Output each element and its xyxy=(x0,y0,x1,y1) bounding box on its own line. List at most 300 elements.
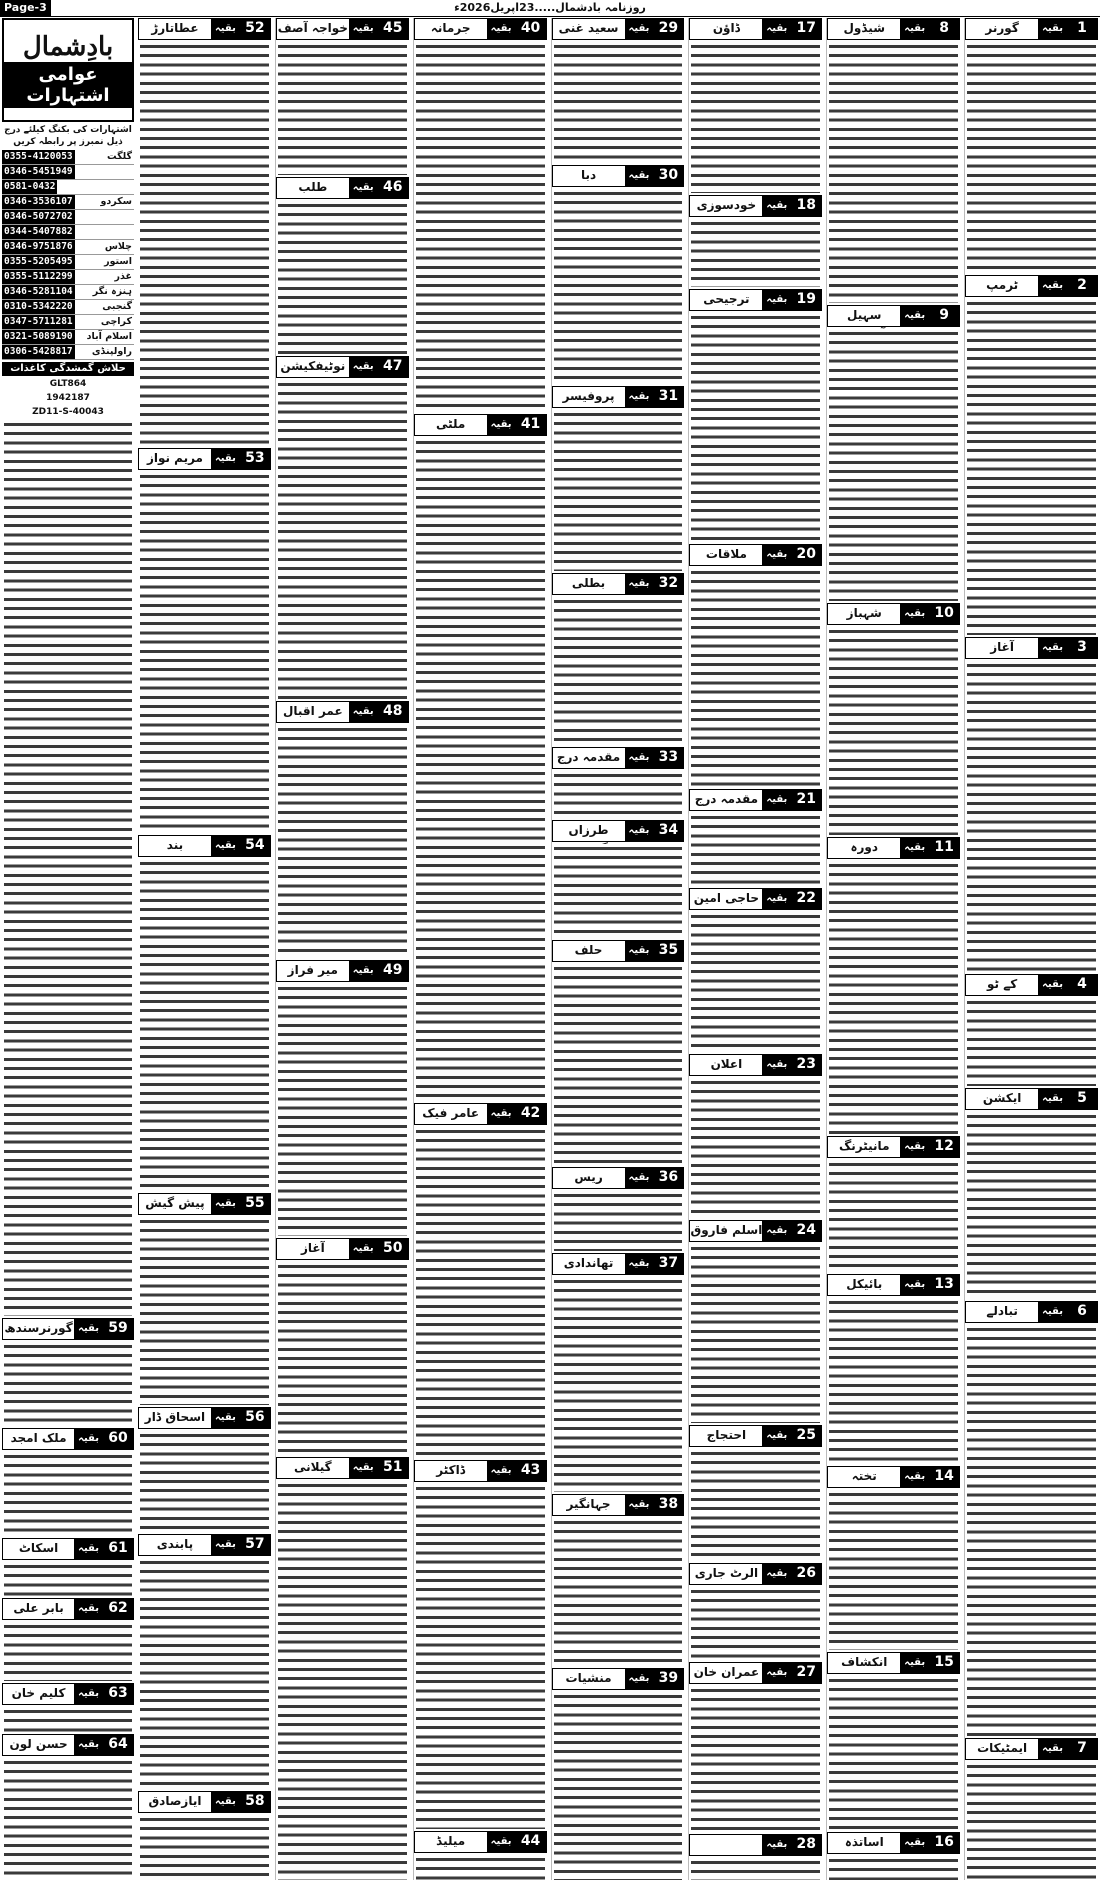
continuation-title: پروفیسر xyxy=(562,388,615,403)
continuation-tag: بقیہ xyxy=(900,1275,929,1295)
continuation-title: احتجاج xyxy=(706,1428,747,1443)
continuation-text xyxy=(554,1692,683,1880)
continuation-title: تختہ xyxy=(851,1469,877,1484)
continuation-text xyxy=(967,661,1096,972)
continuation-title: بند xyxy=(166,838,184,853)
continuation-number: 53 xyxy=(240,449,270,469)
continuation-title: آغاز xyxy=(990,639,1014,654)
continuation-header xyxy=(689,1563,822,1585)
continuation-text xyxy=(691,1078,820,1218)
phone-number: 0346-5072702 xyxy=(4,211,73,222)
continuation-text xyxy=(691,912,820,1052)
continuation-text xyxy=(4,1707,132,1732)
continuation-text xyxy=(416,1127,545,1459)
continuation-title: بائیکل xyxy=(846,1277,883,1292)
phone-row xyxy=(2,210,134,225)
phone-city xyxy=(132,180,134,194)
continuation-tag: بقیہ xyxy=(74,1599,103,1619)
page-header xyxy=(0,0,1100,17)
continuation-text xyxy=(691,568,820,787)
continuation-text xyxy=(691,1587,820,1660)
continuation-title: ملاقات xyxy=(705,547,747,562)
continuation-number: 31 xyxy=(653,387,683,407)
continuation-title: ملک امجد xyxy=(10,1431,67,1445)
continuation-header xyxy=(2,1734,134,1756)
continuation-text xyxy=(278,42,407,175)
continuation-number: 36 xyxy=(653,1168,683,1188)
continuation-text xyxy=(554,597,683,745)
continuation-title: ملٹی xyxy=(435,416,466,431)
phone-row xyxy=(2,165,134,180)
continuation-text xyxy=(416,42,545,412)
continuation-header xyxy=(414,414,547,436)
continuation-tag: بقیہ xyxy=(625,1168,654,1188)
continuation-text xyxy=(691,219,820,286)
phone-row xyxy=(2,315,134,330)
continuation-number: 62 xyxy=(103,1599,133,1619)
phone-number: 0355-5205495 xyxy=(4,256,73,267)
continuation-header xyxy=(138,1791,271,1813)
continuation-text xyxy=(691,813,820,886)
continuation-title: ایمٹیکات xyxy=(977,1740,1028,1755)
continuation-title: حاجی امین xyxy=(693,890,760,905)
continuation-number: 22 xyxy=(791,889,821,909)
continuation-number: 9 xyxy=(929,306,959,326)
phone-city: ہنزہ نگر xyxy=(92,286,132,297)
continuation-text xyxy=(278,725,407,958)
continuation-tag: بقیہ xyxy=(625,1254,654,1274)
continuation-header xyxy=(2,1428,134,1450)
continuation-title: ڈاکٹر xyxy=(436,1463,466,1478)
continuation-tag: بقیہ xyxy=(349,1458,378,1478)
lost-ref-1: GLT864 xyxy=(49,379,87,389)
continuation-number: 48 xyxy=(378,702,408,722)
phone-number: 0306-5428817 xyxy=(4,346,73,357)
continuation-text xyxy=(140,1558,269,1789)
continuation-header xyxy=(138,1407,271,1429)
news-column xyxy=(688,18,822,1880)
continuation-number: 28 xyxy=(791,1835,821,1855)
continuation-header xyxy=(552,573,685,595)
continuation-title: خواجہ آصف xyxy=(277,21,348,35)
phone-number: 0346-5281104 xyxy=(4,286,73,297)
continuation-tag: بقیہ xyxy=(211,1408,240,1428)
continuation-text xyxy=(140,859,269,1191)
continuation-text xyxy=(4,1452,132,1536)
continuation-tag: بقیہ xyxy=(625,941,654,961)
continuation-header xyxy=(827,305,960,327)
continuation-tag: بقیہ xyxy=(625,19,654,39)
continuation-number: 39 xyxy=(653,1669,683,1689)
continuation-text xyxy=(554,844,683,938)
continuation-title: منشیات xyxy=(565,1671,612,1686)
continuation-title: پابندی xyxy=(156,1537,194,1551)
continuation-tag: بقیہ xyxy=(900,1467,929,1487)
continuation-title: عامر فیک xyxy=(422,1105,480,1120)
news-column xyxy=(413,18,547,1880)
continuation-text xyxy=(554,42,683,163)
continuation-number: 57 xyxy=(240,1535,270,1555)
phone-row xyxy=(2,330,134,345)
masthead-name: بادِشمال xyxy=(22,32,114,62)
continuation-tag: بقیہ xyxy=(900,1137,929,1157)
continuation-title: اسکاٹ xyxy=(18,1541,59,1555)
continuation-text xyxy=(691,1244,820,1423)
continuation-text xyxy=(829,329,958,602)
continuation-tag: بقیہ xyxy=(1038,276,1067,296)
continuation-text xyxy=(416,438,545,1101)
continuation-number: 58 xyxy=(240,1792,270,1812)
continuation-header xyxy=(276,177,409,199)
continuation-number: 52 xyxy=(240,19,270,39)
continuation-number: 16 xyxy=(929,1833,959,1853)
phone-number: 0355-4120053 xyxy=(4,151,73,162)
continuation-number: 61 xyxy=(103,1539,133,1559)
phone-city xyxy=(132,225,134,239)
continuation-title: عمران خان xyxy=(693,1664,760,1679)
continuation-tag: بقیہ xyxy=(625,387,654,407)
continuation-number: 30 xyxy=(653,166,683,186)
continuation-tag: بقیہ xyxy=(625,748,654,768)
masthead xyxy=(2,18,134,122)
continuation-text xyxy=(278,201,407,354)
continuation-title: جہانگیر xyxy=(566,1497,611,1512)
continuation-header xyxy=(276,701,409,723)
continuation-title: اساتذہ xyxy=(844,1835,884,1850)
continuation-number: 33 xyxy=(653,748,683,768)
continuation-number: 7 xyxy=(1067,1739,1097,1759)
continuation-number: 35 xyxy=(653,941,683,961)
continuation-title: اعلان xyxy=(710,1056,743,1071)
continuation-tag: بقیہ xyxy=(74,1429,103,1449)
continuation-tag: بقیہ xyxy=(762,1564,791,1584)
lost-ref-2: 1942187 xyxy=(46,393,90,403)
continuation-tag: بقیہ xyxy=(1038,1739,1067,1759)
continuation-title: دورہ xyxy=(850,839,879,854)
continuation-header xyxy=(689,289,822,311)
continuation-text xyxy=(140,1815,269,1880)
continuation-tag: بقیہ xyxy=(211,19,240,39)
continuation-tag: بقیہ xyxy=(762,19,791,39)
continuation-header xyxy=(827,1832,960,1854)
phone-city xyxy=(132,210,134,224)
continuation-text xyxy=(140,42,269,446)
continuation-header xyxy=(827,1466,960,1488)
continuation-title: عمر اقبال xyxy=(282,703,343,718)
continuation-header xyxy=(827,18,960,40)
continuation-header xyxy=(689,195,822,217)
continuation-header xyxy=(138,1534,271,1556)
continuation-tag: بقیہ xyxy=(211,1194,240,1214)
continuation-title: کلیم خان xyxy=(11,1686,66,1700)
news-column xyxy=(138,18,271,1880)
phone-number: 0310-5342220 xyxy=(4,301,73,312)
phone-city: راولپنڈی xyxy=(91,346,132,357)
continuation-number: 29 xyxy=(653,19,683,39)
continuation-header xyxy=(138,448,271,470)
continuation-tag: بقیہ xyxy=(1038,638,1067,658)
masthead-subtitle: عوامی اشتہارات xyxy=(4,62,132,108)
continuation-tag: بقیہ xyxy=(487,1832,516,1852)
continuation-number: 56 xyxy=(240,1408,270,1428)
continuation-tag: بقیہ xyxy=(762,790,791,810)
continuation-tag: بقیہ xyxy=(625,1495,654,1515)
continuation-text xyxy=(967,998,1096,1085)
date-line: روزنامہ بادشمال.....23اپریل2026ء xyxy=(454,1,646,14)
continuation-header xyxy=(689,1054,822,1076)
continuation-header xyxy=(552,1167,685,1189)
continuation-tag: بقیہ xyxy=(1038,1089,1067,1109)
phone-city: چلاس xyxy=(104,241,132,252)
phone-row xyxy=(2,270,134,285)
continuation-number: 42 xyxy=(516,1104,546,1124)
continuation-header xyxy=(689,1425,822,1447)
continuation-tag: بقیہ xyxy=(762,1426,791,1446)
continuation-tag: بقیہ xyxy=(762,290,791,310)
continuation-header xyxy=(414,1460,547,1482)
continuation-tag: بقیہ xyxy=(762,1663,791,1683)
continuation-title: مانیٹرنگ xyxy=(839,1138,890,1153)
continuation-text xyxy=(554,964,683,1165)
continuation-number: 43 xyxy=(516,1461,546,1481)
continuation-header xyxy=(276,18,409,40)
phone-row xyxy=(2,195,134,210)
continuation-title xyxy=(690,1835,762,1855)
continuation-title: مقدمہ درج xyxy=(694,791,759,806)
continuation-number: 15 xyxy=(929,1653,959,1673)
phone-city: کراچی xyxy=(100,316,132,327)
news-column xyxy=(275,18,409,1880)
continuation-header xyxy=(552,18,685,40)
continuation-text xyxy=(554,1518,683,1666)
continuation-header xyxy=(827,1652,960,1674)
continuation-title: عطاتارڑ xyxy=(151,21,199,35)
continuation-tag: بقیہ xyxy=(487,415,516,435)
continuation-tag: بقیہ xyxy=(762,1221,791,1241)
continuation-header xyxy=(2,1538,134,1560)
continuation-text xyxy=(554,1277,683,1492)
continuation-text xyxy=(967,1112,1096,1299)
continuation-tag: بقیہ xyxy=(900,1653,929,1673)
continuation-number: 27 xyxy=(791,1663,821,1683)
news-column xyxy=(964,18,1098,1880)
continuation-header xyxy=(965,275,1098,297)
phone-city: غذر xyxy=(114,271,132,282)
continuation-header xyxy=(827,1136,960,1158)
continuation-tag: بقیہ xyxy=(487,1104,516,1124)
continuation-tag: بقیہ xyxy=(625,166,654,186)
continuation-number: 54 xyxy=(240,836,270,856)
continuation-header xyxy=(2,1598,134,1620)
continuation-title: کے ٹو xyxy=(987,977,1018,992)
continuation-header xyxy=(552,165,685,187)
continuation-header xyxy=(552,1253,685,1275)
continuation-title: طلب xyxy=(298,179,328,194)
continuation-header xyxy=(689,18,822,40)
news-column xyxy=(826,18,960,1880)
continuation-header xyxy=(689,888,822,910)
continuation-tag: بقیہ xyxy=(74,1735,103,1755)
continuation-title: آغاز xyxy=(300,1241,325,1256)
continuation-header xyxy=(965,1301,1098,1323)
continuation-text xyxy=(416,1855,545,1881)
continuation-header xyxy=(2,1683,134,1705)
continuation-header xyxy=(689,1662,822,1684)
lost-notices-text xyxy=(4,420,132,1316)
continuation-number: 18 xyxy=(791,196,821,216)
phone-number: 0344-5407882 xyxy=(4,226,73,237)
continuation-title: گورنر xyxy=(985,21,1019,35)
continuation-tag: بقیہ xyxy=(487,19,516,39)
phone-row xyxy=(2,180,134,195)
continuation-text xyxy=(140,1431,269,1532)
continuation-text xyxy=(967,1762,1096,1880)
continuation-text xyxy=(829,42,958,303)
continuation-number: 4 xyxy=(1067,975,1097,995)
continuation-header xyxy=(689,544,822,566)
lost-ref-3: ZD11-S-40043 xyxy=(32,407,104,417)
continuation-header xyxy=(965,1088,1098,1110)
continuation-title: تھاندادی xyxy=(563,1256,614,1271)
continuation-number: 50 xyxy=(378,1239,408,1259)
lost-documents-heading: حلاش گمشدگی کاغذات xyxy=(2,362,134,376)
continuation-number: 11 xyxy=(929,838,959,858)
continuation-tag: بقیہ xyxy=(349,178,378,198)
continuation-tag: بقیہ xyxy=(349,702,378,722)
continuation-title: حلف xyxy=(574,942,603,957)
continuation-title: تبادلے xyxy=(986,1303,1018,1318)
phone-row xyxy=(2,345,134,360)
continuation-text xyxy=(554,771,683,818)
continuation-text xyxy=(691,313,820,543)
continuation-tag: بقیہ xyxy=(349,1239,378,1259)
continuation-title: ایکشن xyxy=(982,1090,1022,1105)
phone-row xyxy=(2,225,134,240)
continuation-header xyxy=(689,1220,822,1242)
continuation-number: 1 xyxy=(1067,19,1097,39)
continuation-title: جرمانہ xyxy=(430,21,471,35)
continuation-text xyxy=(691,1858,820,1880)
continuation-header xyxy=(965,1738,1098,1760)
continuation-header xyxy=(827,603,960,625)
continuation-number: 26 xyxy=(791,1564,821,1584)
continuation-header xyxy=(965,974,1098,996)
continuation-header xyxy=(276,356,409,378)
continuation-number: 63 xyxy=(103,1684,133,1704)
continuation-header xyxy=(827,837,960,859)
continuation-header xyxy=(138,1193,271,1215)
continuation-number: 37 xyxy=(653,1254,683,1274)
continuation-tag: بقیہ xyxy=(74,1539,103,1559)
continuation-number: 14 xyxy=(929,1467,959,1487)
continuation-text xyxy=(4,1758,132,1880)
continuation-text xyxy=(691,42,820,193)
continuation-header xyxy=(552,386,685,408)
continuation-text xyxy=(829,1676,958,1830)
continuation-text xyxy=(829,1856,958,1880)
continuation-header xyxy=(2,1318,134,1340)
news-column xyxy=(551,18,685,1880)
continuation-tag: بقیہ xyxy=(762,1835,791,1855)
continuation-header xyxy=(965,18,1098,40)
continuation-number: 24 xyxy=(791,1221,821,1241)
continuation-title: گورنرسندھ xyxy=(4,1321,73,1335)
phone-number: 0347-5711281 xyxy=(4,316,73,327)
continuation-header xyxy=(276,1457,409,1479)
continuation-title: دبا xyxy=(580,167,597,182)
continuation-tag: بقیہ xyxy=(487,1461,516,1481)
continuation-header xyxy=(414,1831,547,1853)
phone-number: 0321-5089190 xyxy=(4,331,73,342)
continuation-header xyxy=(965,637,1098,659)
continuation-header xyxy=(552,1668,685,1690)
continuation-number: 32 xyxy=(653,574,683,594)
continuation-title: مریم نواز xyxy=(146,451,203,466)
phone-city: استور xyxy=(104,256,132,267)
continuation-header xyxy=(552,1494,685,1516)
continuation-text xyxy=(278,380,407,699)
continuation-title: بابر علی xyxy=(13,1601,64,1615)
continuation-tag: بقیہ xyxy=(211,449,240,469)
continuation-title: سہیل xyxy=(847,307,882,322)
phone-row xyxy=(2,300,134,315)
phone-number: 0346-5451949 xyxy=(4,166,73,177)
continuation-text xyxy=(967,299,1096,635)
continuation-tag: بقیہ xyxy=(900,604,929,624)
phone-number: 0346-9751876 xyxy=(4,241,73,252)
phone-city xyxy=(132,165,134,179)
continuation-text xyxy=(278,984,407,1237)
continuation-number: 40 xyxy=(516,19,546,39)
continuation-tag: بقیہ xyxy=(900,19,929,39)
page-label: Page-3 xyxy=(0,0,51,16)
continuation-tag: بقیہ xyxy=(900,838,929,858)
phone-list xyxy=(2,150,134,360)
phone-number: 0346-3536107 xyxy=(4,196,73,207)
continuation-text xyxy=(278,1481,407,1880)
continuation-number: 60 xyxy=(103,1429,133,1449)
continuation-number: 44 xyxy=(516,1832,546,1852)
continuation-number: 19 xyxy=(791,290,821,310)
phone-row xyxy=(2,150,134,165)
continuation-number: 13 xyxy=(929,1275,959,1295)
continuation-number: 8 xyxy=(929,19,959,39)
continuation-text xyxy=(278,1262,407,1455)
continuation-title: طرزاں xyxy=(568,822,609,837)
phone-city: اسلام آباد xyxy=(86,331,132,342)
continuation-title: خودسوزی xyxy=(696,198,757,213)
continuation-header xyxy=(276,960,409,982)
continuation-number: 51 xyxy=(378,1458,408,1478)
continuation-tag: بقیہ xyxy=(211,1535,240,1555)
continuation-text xyxy=(140,1217,269,1405)
continuation-text xyxy=(554,410,683,571)
continuation-tag: بقیہ xyxy=(625,574,654,594)
continuation-number: 17 xyxy=(791,19,821,39)
continuation-title: ڈاؤن xyxy=(712,21,740,35)
continuation-number: 45 xyxy=(378,19,408,39)
continuation-title: پیش گیش xyxy=(145,1196,205,1211)
continuation-number: 2 xyxy=(1067,276,1097,296)
continuation-title: سعید غنی xyxy=(558,21,619,35)
continuation-text xyxy=(416,1484,545,1828)
continuation-number: 38 xyxy=(653,1495,683,1515)
continuation-header xyxy=(552,747,685,769)
continuation-tag: بقیہ xyxy=(762,889,791,909)
continuation-title: اسحاق ڈار xyxy=(144,1409,206,1424)
continuation-title: ترجیحی xyxy=(703,291,750,306)
continuation-number: 64 xyxy=(103,1735,133,1755)
